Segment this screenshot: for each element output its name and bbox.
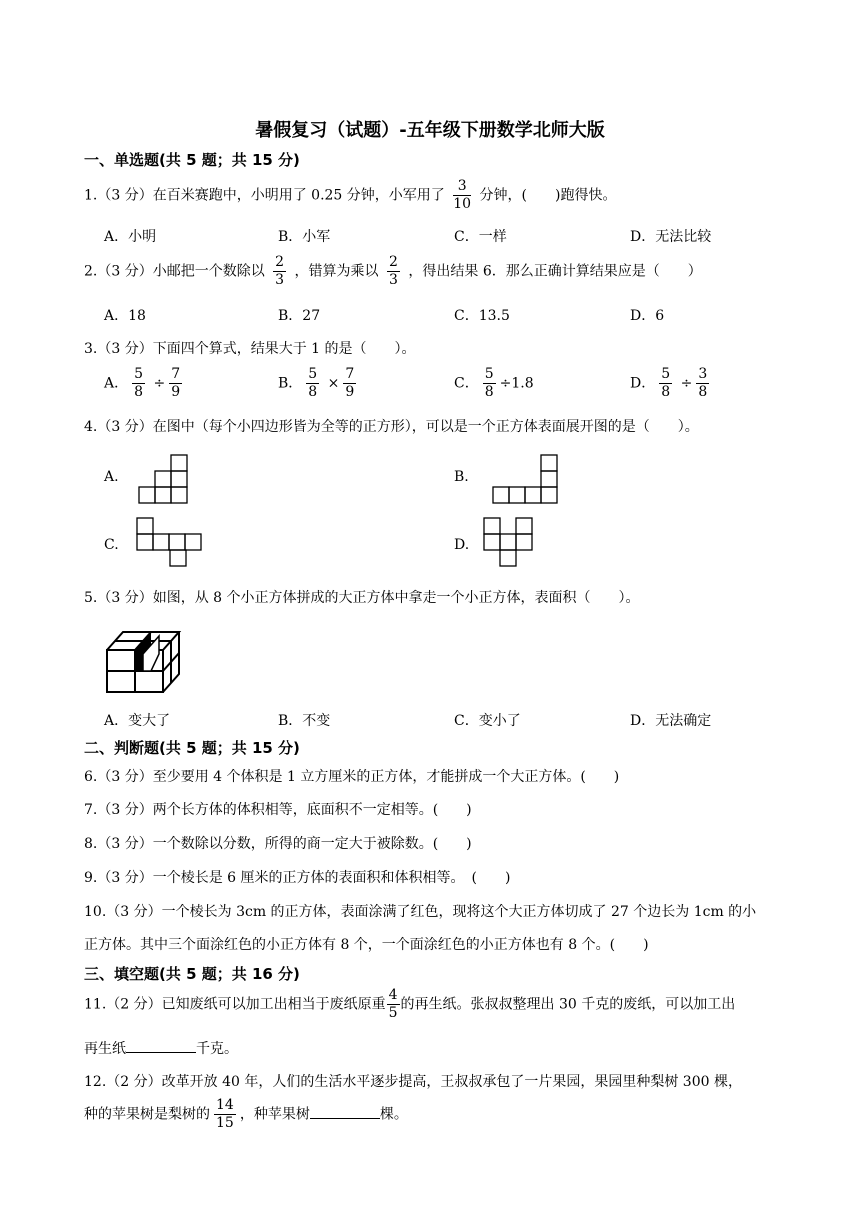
question-6: 6.（3 分）至少要用 4 个体积是 1 立方厘米的正方体，才能拼成一个大正方体。( ) [84, 769, 620, 785]
page-title: 暑假复习（试题）-五年级下册数学北师大版 [255, 120, 605, 141]
question-10-line-1: 10.（3 分）一个棱长为 3cm 的正方体，表面涂满了红色，现将这个大正方体切成了 27 个边长为 1cm 的小 [84, 904, 757, 920]
question-5: 5.（3 分）如图，从 8 个小正方体拼成的大正方体中拿走一个小正方体，表面积（ ）。 [84, 590, 640, 606]
q4-option-b-label[interactable]: B. [454, 469, 469, 485]
q3-option-a[interactable]: A． $\frac{5}{8}$ ÷ $\frac{7}{9}$ [104, 366, 181, 400]
question-11-answer-blank[interactable] [126, 1038, 196, 1053]
question-11-line-2: 再生纸 千克。 [84, 1038, 238, 1058]
q1-option-b[interactable]: B．小军 [278, 229, 331, 245]
question-2-text-mid: ，错算为乘以 [294, 263, 379, 280]
q2-option-a[interactable]: A．18 [104, 308, 146, 324]
question-2-fraction-2: $\frac{2}{3}$ [389, 254, 398, 288]
question-1-text-pre: 1.（3 分）在百米赛跑中，小明用了 0.25 分钟，小军用了 [84, 187, 445, 204]
question-7: 7.（3 分）两个长方体的体积相等，底面积不一定相等。( ) [84, 802, 472, 818]
cube-net-c-bottom-square [169, 549, 189, 569]
question-1-text-post: 分钟，( )跑得快。 [479, 187, 617, 204]
cube-stack-figure [103, 624, 185, 696]
cube-net-c-figure [135, 517, 203, 553]
question-1-fraction: $\frac{3}{10}$ [453, 178, 472, 212]
section-heading-fill-blank: 三、填空题(共 5 题；共 16 分) [84, 965, 300, 983]
q3-option-d[interactable]: D． $\frac{5}{8}$ ÷ $\frac{3}{8}$ [630, 366, 708, 400]
q1-option-c[interactable]: C．一样 [454, 229, 507, 245]
q4-option-c-label[interactable]: C. [104, 537, 119, 553]
q5-option-a[interactable]: A．变大了 [104, 713, 171, 729]
question-4: 4.（3 分）在图中（每个小四边形皆为全等的正方形），可以是一个正方体表面展开图的是（ ）。 [84, 419, 699, 435]
question-2-text-pre: 2.（3 分）小邮把一个数除以 [84, 263, 265, 280]
section-heading-true-false: 二、判断题(共 5 题；共 15 分) [84, 739, 300, 757]
q2-option-c[interactable]: C．13.5 [454, 308, 510, 324]
cube-net-d-figure [482, 517, 534, 569]
question-2 [84, 254, 702, 289]
q5-option-c[interactable]: C．变小了 [454, 713, 521, 729]
q5-option-b[interactable]: B．不变 [278, 713, 331, 729]
question-10-line-2: 正方体。其中三个面涂红色的小正方体有 8 个，一个面涂红色的小正方体也有 8 个。( ) [84, 937, 649, 953]
q3-option-b[interactable]: B． $\frac{5}{8}$ × $\frac{7}{9}$ [278, 366, 355, 400]
q4-option-d-label[interactable]: D. [454, 537, 470, 553]
question-9: 9.（3 分）一个棱长是 6 厘米的正方体的表面积和体积相等。 ( ) [84, 870, 511, 886]
question-3: 3.（3 分）下面四个算式，结果大于 1 的是（ ）。 [84, 341, 416, 357]
question-8: 8.（3 分）一个数除以分数，所得的商一定大于被除数。( ) [84, 836, 472, 852]
q5-option-d[interactable]: D．无法确定 [630, 713, 712, 729]
question-12-line-2: 种的苹果树是梨树的 $\frac{14}{15}$ ，种苹果树 棵。 [84, 1097, 408, 1131]
cube-net-a-figure [137, 454, 189, 506]
question-12-answer-blank[interactable] [310, 1104, 380, 1119]
question-12-fraction: $\frac{14}{15}$ [216, 1097, 234, 1131]
question-2-text-post: ，得出结果 6．那么正确计算结果应是（ ） [408, 263, 702, 280]
question-2-fraction-1: $\frac{2}{3}$ [275, 254, 285, 288]
q2-option-b[interactable]: B．27 [278, 308, 321, 324]
question-11-line-1: 11.（2 分）已知废纸可以加工出相当于废纸原重 $\frac{4}{5}$ 的再生纸。张叔叔整理出 30 千克的废纸，可以加工出 [84, 987, 736, 1021]
cube-net-b-figure [491, 454, 561, 506]
q4-option-a-label[interactable]: A. [104, 469, 119, 485]
question-1 [84, 178, 616, 213]
q3-option-c[interactable]: C． $\frac{5}{8}$ ÷1.8 [454, 366, 534, 400]
question-12-line-1: 12.（2 分）改革开放 40 年，人们的生活水平逐步提高，王叔叔承包了一片果园，果园里种梨树 300 棵， [84, 1074, 742, 1090]
question-11-fraction: $\frac{4}{5}$ [388, 987, 398, 1021]
section-heading-single-choice: 一、单选题(共 5 题；共 15 分) [84, 151, 300, 169]
q1-option-d[interactable]: D．无法比较 [630, 229, 712, 245]
q2-option-d[interactable]: D．6 [630, 308, 665, 324]
q1-option-a[interactable]: A．小明 [104, 229, 157, 245]
